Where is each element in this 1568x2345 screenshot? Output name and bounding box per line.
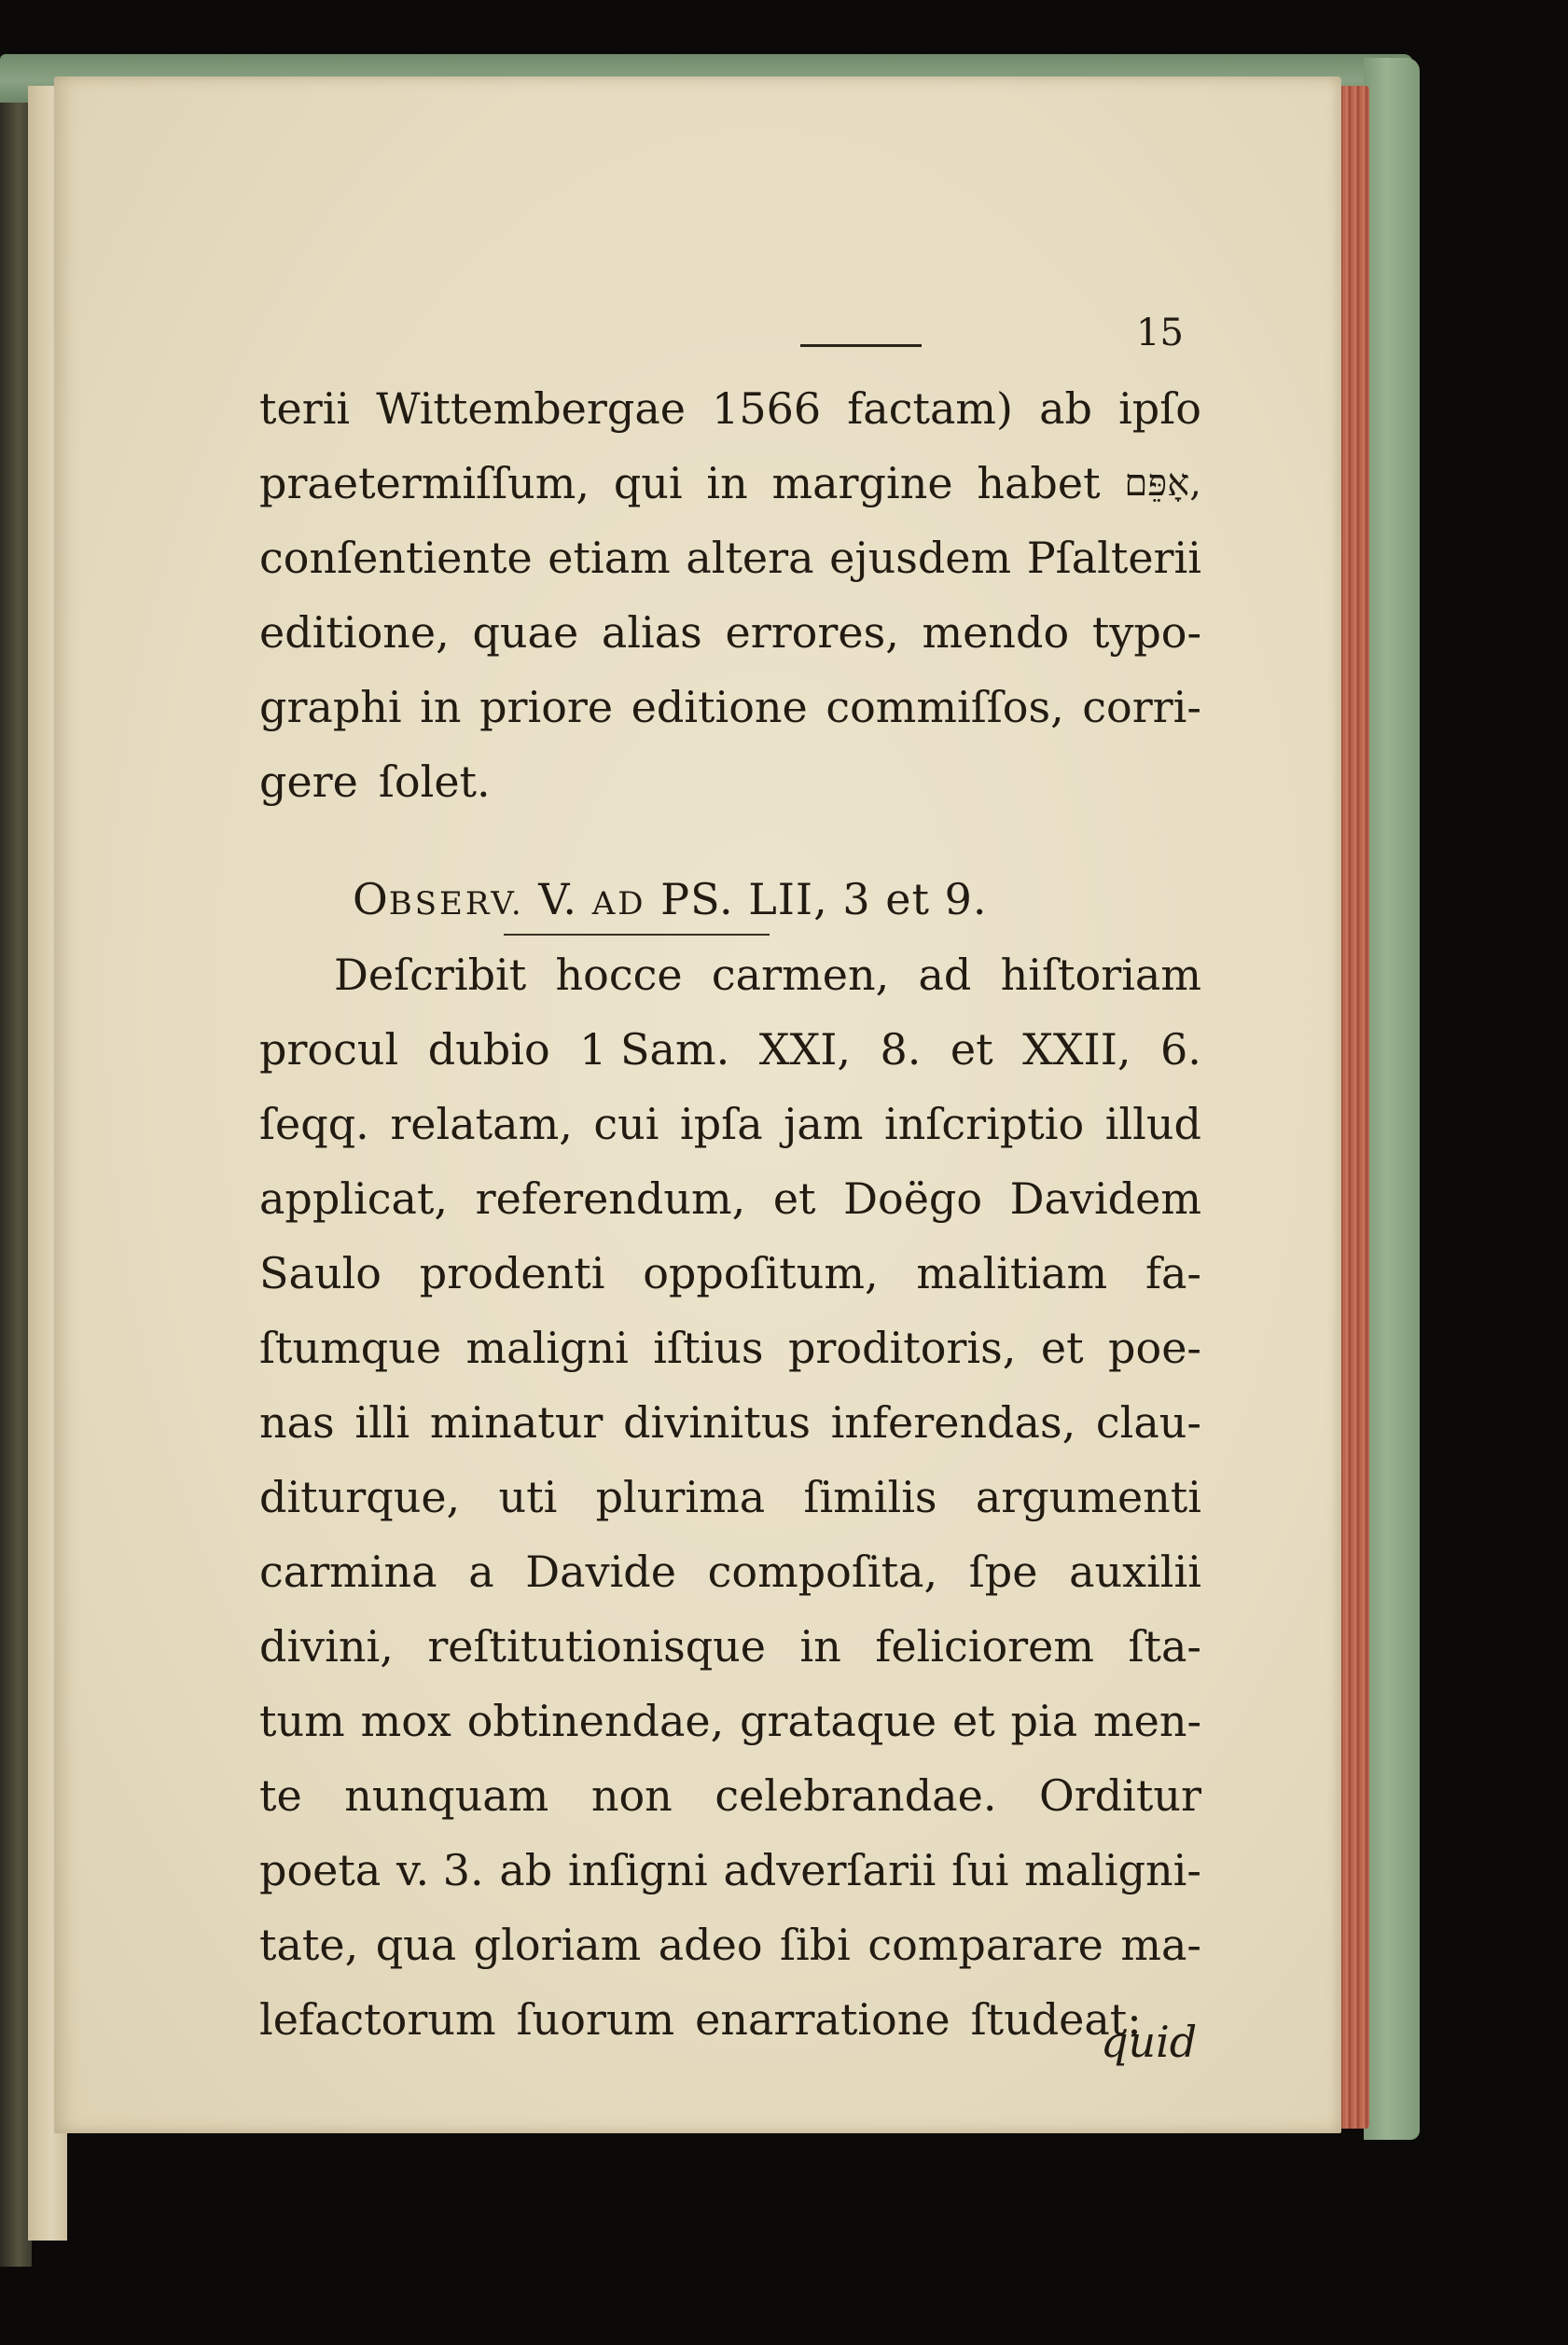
book-cover-right: [1364, 58, 1420, 2140]
text-line: [259, 457, 1201, 509]
word: applicat,: [259, 1173, 449, 1224]
word: quae: [472, 607, 579, 658]
text-line: [259, 1247, 1201, 1299]
word: et: [951, 1696, 995, 1746]
word: cui: [593, 1099, 659, 1149]
text-line: [259, 1322, 1201, 1374]
word: errores,: [725, 607, 899, 658]
word: obtinendae,: [466, 1696, 725, 1746]
word: habet: [977, 458, 1101, 508]
text-line: [259, 532, 1201, 584]
word: in: [799, 1621, 841, 1672]
text-line: [259, 1695, 1201, 1747]
word: uti: [498, 1472, 558, 1522]
header-rule: [800, 344, 922, 347]
word: אָפֵּם,: [1124, 462, 1201, 505]
word: malitiam: [916, 1248, 1108, 1298]
word: 1 Sam.: [579, 1024, 730, 1075]
word: Davidem: [1009, 1173, 1201, 1224]
text-line: [259, 1769, 1201, 1822]
word: Orditur: [1038, 1770, 1201, 1821]
book-page: [54, 76, 1341, 2133]
word: jam: [784, 1099, 864, 1149]
word: fa-: [1145, 1248, 1201, 1298]
word: adverſarii: [723, 1845, 937, 1895]
word: maligni: [465, 1323, 629, 1373]
word: illud: [1104, 1099, 1201, 1149]
word: altera: [686, 533, 814, 583]
heading-ref: LII, 3 et 9.: [748, 874, 988, 924]
word: divinitus: [623, 1397, 811, 1448]
word: ſui: [951, 1845, 1009, 1895]
word: minatur: [429, 1397, 604, 1448]
word: alias: [601, 607, 702, 658]
word: illi: [354, 1397, 410, 1448]
word: celebrandae.: [715, 1770, 997, 1821]
word: ab: [499, 1845, 553, 1895]
text-line: [259, 382, 1201, 435]
word: inferendas,: [830, 1397, 1076, 1448]
word: dubio: [427, 1024, 550, 1075]
word: referendum,: [475, 1173, 746, 1224]
text-line: [259, 1546, 1201, 1598]
word: carmina: [259, 1547, 437, 1597]
word: 1566: [712, 383, 822, 434]
word: v. 3.: [395, 1845, 484, 1895]
observation-heading: [353, 874, 987, 924]
word: XXI,: [758, 1024, 851, 1075]
word: te: [259, 1770, 302, 1821]
word: carmen,: [711, 950, 890, 1000]
word: proditoris,: [787, 1323, 1017, 1373]
text-line: [259, 1993, 1201, 2046]
word: nunquam: [344, 1770, 549, 1821]
word: gloriam: [473, 1920, 642, 1970]
word: terii: [259, 383, 351, 434]
word: feliciorem: [875, 1621, 1094, 1672]
word: ſolet.: [378, 756, 491, 807]
text-line: [259, 1919, 1201, 1971]
word: compoſita,: [707, 1547, 938, 1597]
word: ſimilis: [803, 1472, 937, 1522]
text-line: [259, 1023, 1201, 1075]
word: et: [950, 1024, 993, 1075]
catchword: quid: [1101, 2017, 1198, 2067]
text-line: [259, 756, 1201, 808]
book-cover-left: [0, 93, 32, 2267]
word: ſpe: [968, 1547, 1038, 1597]
word: mendo: [922, 607, 1070, 658]
word: ſtumque: [259, 1323, 442, 1373]
word: relatam,: [390, 1099, 573, 1149]
text-line: [259, 606, 1201, 659]
word: commiſſos,: [826, 682, 1064, 732]
word: oppoſitum,: [643, 1248, 879, 1298]
word: ſuorum: [516, 1994, 675, 2045]
word: comparare: [867, 1920, 1103, 1970]
word: qua: [375, 1920, 457, 1970]
word: adeo: [658, 1920, 763, 1970]
word: enarratione: [695, 1994, 951, 2045]
word: in: [706, 458, 748, 508]
word: XXII,: [1022, 1024, 1131, 1075]
text-line: [259, 1844, 1201, 1896]
word: poe-: [1108, 1323, 1201, 1373]
text-line: [259, 1620, 1201, 1672]
word: a: [468, 1547, 494, 1597]
word: et: [772, 1173, 816, 1224]
word: in: [420, 682, 462, 732]
word: diturque,: [259, 1472, 461, 1522]
word: ejusdem: [829, 533, 1012, 583]
heading-prefix-small: BSERV.: [388, 885, 524, 923]
word: hocce: [555, 950, 683, 1000]
word: gere: [259, 756, 358, 807]
word: hiſtoriam: [1000, 950, 1201, 1000]
word: divini,: [259, 1621, 394, 1672]
word: ſta-: [1128, 1621, 1201, 1672]
word: lefactorum: [259, 1994, 496, 2045]
word: qui: [613, 458, 683, 508]
word: inſcriptio: [884, 1099, 1085, 1149]
word: non: [590, 1770, 673, 1821]
heading-ad: AD: [591, 885, 646, 923]
word: corri-: [1082, 682, 1201, 732]
word: ipſa: [680, 1099, 763, 1149]
text-line: [259, 1471, 1201, 1523]
word: Wittembergae: [376, 383, 686, 434]
word: praetermiſſum,: [259, 458, 590, 508]
word: reſtitutionisque: [427, 1621, 766, 1672]
word: ſeqq.: [259, 1099, 369, 1149]
word: inſigni: [567, 1845, 708, 1895]
word: poeta: [259, 1845, 382, 1895]
word: prodenti: [419, 1248, 605, 1298]
word: graphi: [259, 682, 402, 732]
word: ma-: [1120, 1920, 1201, 1970]
word: Pſalterii: [1026, 533, 1201, 583]
word: clau-: [1095, 1397, 1201, 1448]
word: 8.: [880, 1024, 922, 1075]
word: Deſcribit: [334, 950, 527, 1000]
word: factam): [847, 383, 1013, 434]
word: ipſo: [1118, 383, 1201, 434]
word: pia: [1010, 1696, 1078, 1746]
word: maligni-: [1024, 1845, 1201, 1895]
text-line: [259, 1172, 1201, 1225]
word: men-: [1092, 1696, 1201, 1746]
page-number: 15: [1136, 312, 1184, 354]
word: editione: [631, 682, 808, 732]
text-line: [259, 1396, 1201, 1449]
word: iſtius: [653, 1323, 764, 1373]
word: auxilii: [1069, 1547, 1201, 1597]
word: ſtudeat:: [970, 1994, 1142, 2045]
word: plurima: [595, 1472, 766, 1522]
word: Davide: [525, 1547, 676, 1597]
word: et: [1040, 1323, 1084, 1373]
word: priore: [479, 682, 614, 732]
heading-number: V.: [538, 874, 578, 924]
word: argumenti: [975, 1472, 1201, 1522]
word: nas: [259, 1397, 335, 1448]
word: margine: [771, 458, 953, 508]
word: mox: [360, 1696, 451, 1746]
word: typo-: [1091, 607, 1201, 658]
word: ab: [1039, 383, 1092, 434]
heading-ps: PS.: [660, 874, 734, 924]
text-line: [259, 681, 1201, 733]
word: Saulo: [259, 1248, 382, 1298]
word: ad: [918, 950, 972, 1000]
word: tum: [259, 1696, 345, 1746]
word: 6.: [1160, 1024, 1201, 1075]
word: procul: [259, 1024, 399, 1075]
word: editione,: [259, 607, 450, 658]
word: etiam: [548, 533, 671, 583]
word: tate,: [259, 1920, 359, 1970]
word: grataque: [740, 1696, 937, 1746]
text-line: [334, 949, 1201, 1001]
word: conſentiente: [259, 533, 533, 583]
heading-underline: [504, 934, 770, 936]
word: Doëgo: [843, 1173, 983, 1224]
heading-prefix-cap: O: [353, 874, 389, 924]
word: ſibi: [779, 1920, 851, 1970]
text-line: [259, 1098, 1201, 1150]
